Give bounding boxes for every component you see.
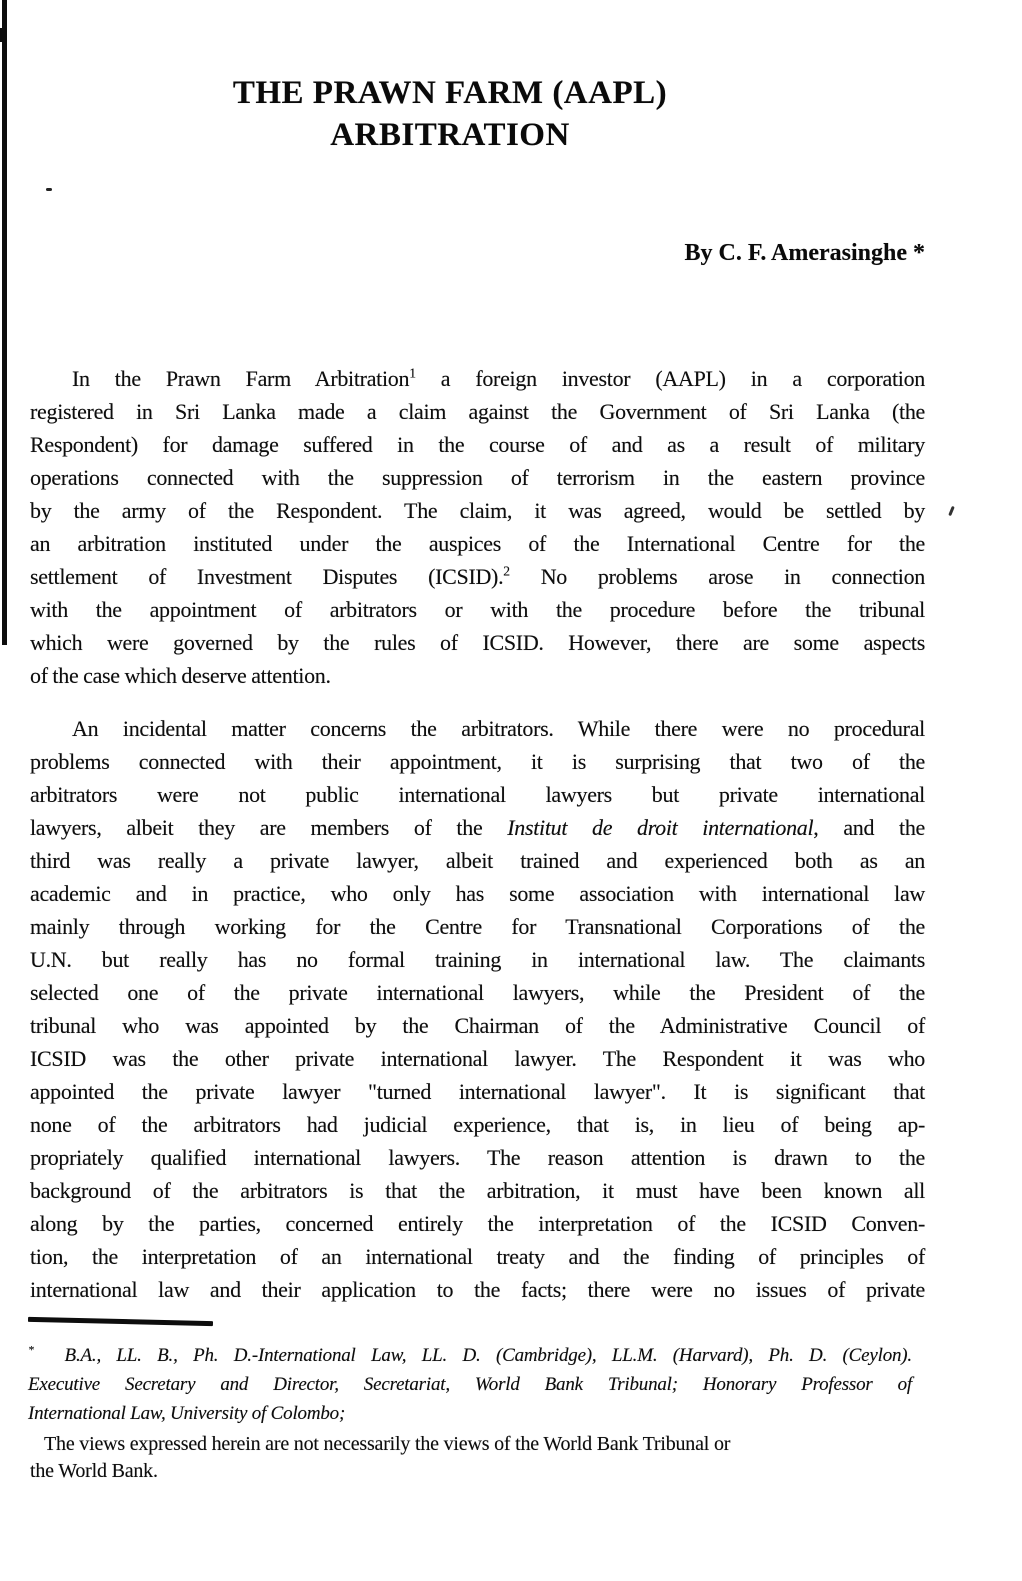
- text-line: [30, 745, 925, 778]
- text-line: [30, 1273, 925, 1306]
- text-segment: academic and in practice, who only has some association with international law: [30, 881, 925, 906]
- text-segment: the World Bank.: [30, 1460, 158, 1482]
- text-line: [28, 1399, 912, 1428]
- footnote-disclaimer: [30, 1431, 930, 1485]
- text-line: [30, 943, 925, 976]
- text-segment: tion, the interpretation of an international treaty and the finding of principles of: [30, 1244, 925, 1269]
- article-title-line1: THE PRAWN FARM (AAPL): [232, 75, 668, 111]
- article-byline: By C. F. Amerasinghe *: [684, 240, 925, 266]
- text-line: [30, 1141, 925, 1174]
- text-line: [30, 811, 925, 844]
- text-line: [30, 626, 925, 659]
- text-line: [28, 1370, 912, 1399]
- text-line: [30, 877, 925, 910]
- scan-artifact-vertical-line: [2, 0, 7, 645]
- article-title: [30, 72, 870, 156]
- text-line: [30, 1207, 925, 1240]
- text-line: [30, 844, 925, 877]
- text-segment: which were governed by the rules of ICSID. However, there are some aspects: [30, 630, 925, 655]
- text-segment: , and the: [813, 815, 925, 840]
- text-line: [30, 1108, 925, 1141]
- text-line: [30, 976, 925, 1009]
- text-line: [30, 1042, 925, 1075]
- body-paragraph: [30, 712, 925, 1306]
- text-segment: An incidental matter concerns the arbitrators. While there were no procedural: [72, 716, 925, 741]
- text-line: [28, 1341, 912, 1370]
- text-segment: International Law, University of Colombo;: [28, 1403, 346, 1424]
- text-segment: an arbitration instituted under the auspices of the International Centre for the: [30, 531, 925, 556]
- text-line: [30, 1075, 925, 1108]
- text-line: [30, 1240, 925, 1273]
- text-line: [30, 1174, 925, 1207]
- scan-artifact-notch: [0, 28, 3, 42]
- text-line: [30, 428, 925, 461]
- text-segment: lawyers, albeit they are members of the: [30, 815, 508, 840]
- text-segment: registered in Sri Lanka made a claim against the Government of Sri Lanka (the: [30, 399, 925, 424]
- article-title-line2: ARBITRATION: [330, 117, 570, 153]
- text-segment: with the appointment of arbitrators or with the procedure before the tribunal: [30, 597, 925, 622]
- text-line: [30, 1431, 930, 1458]
- text-segment: Executive Secretary and Director, Secretariat, World Bank Tribunal; Honorary Professor of: [28, 1374, 912, 1395]
- text-segment: along by the parties, concerned entirely the interpretation of the ICSID Conven-: [30, 1211, 925, 1236]
- footnote-reference: 1: [409, 365, 416, 381]
- text-segment: U.N. but really has no formal training in international law. The claimants: [30, 947, 925, 972]
- text-line: [30, 560, 925, 593]
- text-segment: No problems arose in connection: [509, 564, 926, 589]
- footnote-credentials: [28, 1341, 912, 1428]
- text-segment: mainly through working for the Centre for Transnational Corporations of the: [30, 914, 925, 939]
- text-segment: operations connected with the suppression of terrorism in the eastern province: [30, 465, 925, 490]
- text-line: [30, 910, 925, 943]
- text-segment: settlement of Investment Disputes (ICSID).: [30, 564, 504, 589]
- footnote-asterisk: *: [28, 1343, 34, 1357]
- footnote-separator-rule: [28, 1317, 213, 1326]
- text-segment: selected one of the private international lawyers, while the President of the: [30, 980, 925, 1005]
- text-segment: tribunal who was appointed by the Chairman of the Administrative Council of: [30, 1013, 925, 1038]
- text-line: [30, 1009, 925, 1042]
- text-segment: of the case which deserve attention.: [30, 663, 331, 688]
- footnote-reference: 2: [503, 563, 510, 579]
- text-segment: arbitrators were not public international lawyers but private international: [30, 782, 925, 807]
- text-line: [30, 659, 925, 692]
- text-segment: background of the arbitrators is that the arbitration, it must have been known all: [30, 1178, 925, 1203]
- text-line: [30, 527, 925, 560]
- text-segment: Respondent) for damage suffered in the course of and as a result of military: [30, 432, 925, 457]
- text-line: [30, 1458, 930, 1485]
- text-segment: problems connected with their appointment, it is surprising that two of the: [30, 749, 925, 774]
- text-segment: third was really a private lawyer, albeit trained and experienced both as an: [30, 848, 925, 873]
- text-segment: The views expressed herein are not necessarily the views of the World Bank Tribunal or: [44, 1433, 731, 1455]
- text-segment: none of the arbitrators had judicial experience, that is, in lieu of being ap-: [30, 1112, 925, 1137]
- text-segment: a foreign investor (AAPL) in a corporation: [415, 366, 925, 391]
- text-segment: by the army of the Respondent. The claim, it was agreed, would be settled by: [30, 498, 925, 523]
- text-line: [30, 362, 925, 395]
- text-line: [30, 778, 925, 811]
- text-line: [30, 461, 925, 494]
- text-segment: In the Prawn Farm Arbitration: [72, 366, 410, 391]
- text-line: [30, 712, 925, 745]
- article-body: [30, 362, 925, 1306]
- text-line: [30, 494, 925, 527]
- text-segment: propriately qualified international lawyers. The reason attention is drawn to the: [30, 1145, 925, 1170]
- body-paragraph: [30, 362, 925, 692]
- text-line: [30, 395, 925, 428]
- text-segment: B.A., LL. B., Ph. D.-International Law, LL. D. (Cambridge), LL.M. (Harvard), Ph. D. (Ceylon).: [64, 1345, 912, 1366]
- text-segment: appointed the private lawyer "turned international lawyer". It is significant that: [30, 1079, 925, 1104]
- italic-phrase: Institut de droit international: [507, 815, 814, 840]
- text-segment: international law and their application to the facts; there were no issues of private: [30, 1277, 925, 1302]
- text-line: [30, 593, 925, 626]
- scan-artifact-dot: [46, 188, 52, 191]
- text-segment: ICSID was the other private international lawyer. The Respondent it was who: [30, 1046, 925, 1071]
- scan-artifact-tick: [948, 506, 955, 516]
